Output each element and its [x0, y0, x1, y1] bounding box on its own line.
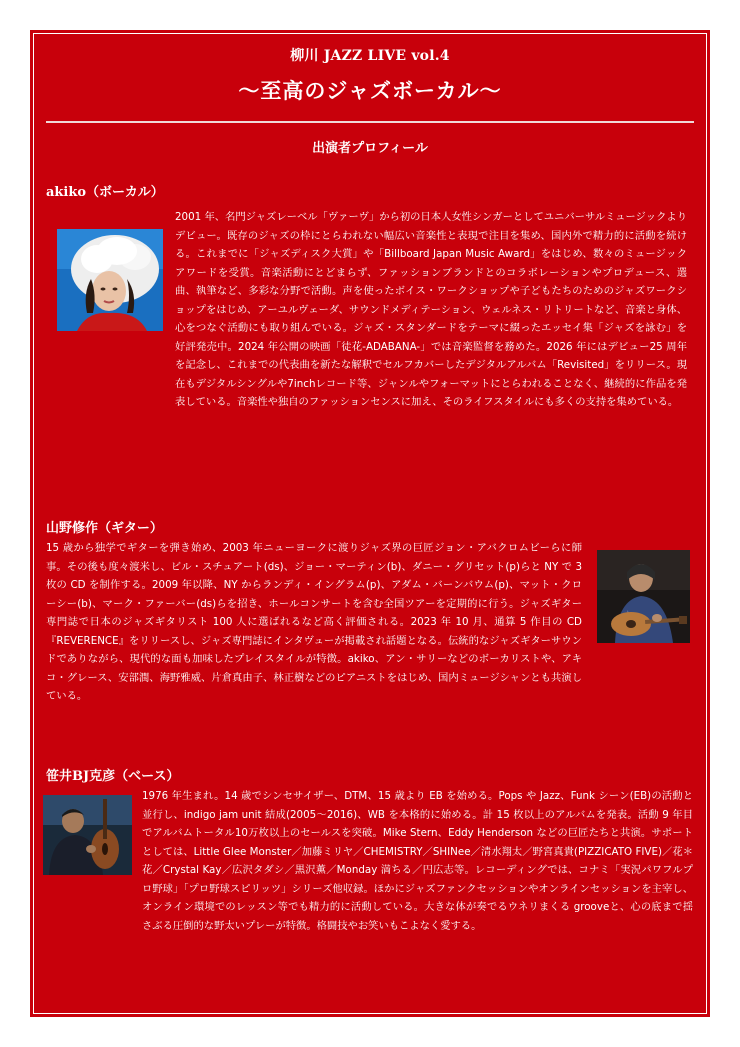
portrait-woman-white-fur-hat-icon: [57, 229, 163, 331]
portrait-guitarist-playing-icon: [597, 550, 690, 643]
performer-bio-sasai: 1976 年生まれ。14 歳でシンセサイザー、DTM、15 歳より EB を始める。Pops や Jazz、Funk シーン(EB)の活動と並行し、indigo jam unit 結成(2005～2016)、WB を本格的に始める。計 15 枚以上のアルバムを発表。活動 9 年目でアルバムトータル10万枚以上のセールスを突破。Mike Stern、Eddy Henderson などの巨匠たちと共演。サポートとしては、Little Glee Monster／加藤ミリヤ／CHEMISTRY／SHINee／清水翔太／野宮真貴(PIZZICATO FIVE)／花＊花／Crystal Kay／広沢タダシ／黒沢薫／Monday 満ちる／円広志等。レコーディングでは、コナミ「実況パワフルプロ野球」「プロ野球スピリッツ」シリーズ他収録。ほかにジャズファンクセッションやオンラインセッションを主宰し、オンライン環境でのレッスン等でも精力的に活動している。大きな体が奏でるウネリまくる grooveと、心の底まで揺さぶる圧倒的な野太いプレーが特徴。格闘技やお笑いもこよなく愛する。: [142, 790, 693, 932]
performer-bio-akiko: 2001 年、名門ジャズレーベル「ヴァーヴ」から初の日本人女性シンガーとしてユニバーサルミュージックよりデビュー。既存のジャズの枠にとらわれない幅広い音楽性と表現で注目を集め、国内外で精力的に活動を続ける。これまでに「ジャズディスク大賞」や「Billboard Japan Music Award」をはじめ、数々のミュージックアワードを受賞。音楽活動にとどまらず、ファッションブランドとのコラボレーションやプロデュース、選曲、執筆など、多彩な分野で活動。声を使ったボイス・ワークショップや子どもたちのためのジャズワークショップをはじめ、アーユルヴェーダ、サウンドメディテーション、ウェルネス・リトリートなど、音楽と身体、心をつなぐ活動にも取り組んでいる。ジャズ・スタンダードをテーマに綴ったエッセイ集「ジャズを詠む」を好評発売中。2024 年公開の映画「徒花-ADABANA-」では音楽監督を務めた。2026 年にはデビュー25 周年を記念し、これまでの代表曲を新たな解釈でセルフカバーしたデジタルアルバム「Revisited」をリリース。現在もデジタルシングルや7inchレコード等、ジャンルやフォーマットにとらわれることなく、継続的に作品を発表している。音楽性や独自のファッションセンスに加え、そのライフスタイルにも多くの支持を集めている。: [175, 211, 687, 408]
performer-name-akiko: akiko（ボーカル）: [46, 185, 164, 200]
performer-bio-yamano: 15 歳から独学でギターを弾き始め、2003 年ニューヨークに渡りジャズ界の巨匠ジョン・アバクロムビーらに師事。その後も度々渡米し、ビル・スチュアート(ds)、ジョー・マーティン(b)、ダニー・グリセット(p)らと NY で 3 枚の CD を制作する。2009 年以降、NY からランディ・イングラム(p)、アダム・バーンバウム(p)、マット・クローシー(b)、マーク・ファーバー(ds)らを招き、ホールコンサートを含む全国ツアーを定期的に行う。ジャズギター専門誌で日本のジャズギタリスト 100 人に選ばれるなど高く評価される。2023 年 10 月、通算 5 作目の CD『REVERENCE』をリリースし、ジャズ専門誌にインタヴューが掲載され話題となる。伝統的なジャズギターサウンドでありながら、現代的な面も加味したプレイスタイルが特徴。akiko、アン・サリーなどのボーカリストや、アキコ・グレース、安部潤、海野雅威、片倉真由子、林正樹などのピアニストをはじめ、国内ミュージシャンとも共演している。: [46, 542, 582, 702]
performer-name-sasai: 笹井BJ克彦（ベース）: [46, 769, 180, 784]
portrait-bassist-playing-icon: [43, 795, 132, 875]
header-divider: [46, 121, 694, 123]
event-subtitle: ～至高のジャズボーカル～: [238, 78, 502, 103]
section-heading: 出演者プロフィール: [312, 141, 428, 156]
performer-name-yamano: 山野修作（ギター）: [46, 521, 163, 536]
event-title: 柳川 JAZZ LIVE vol.4: [290, 48, 450, 64]
